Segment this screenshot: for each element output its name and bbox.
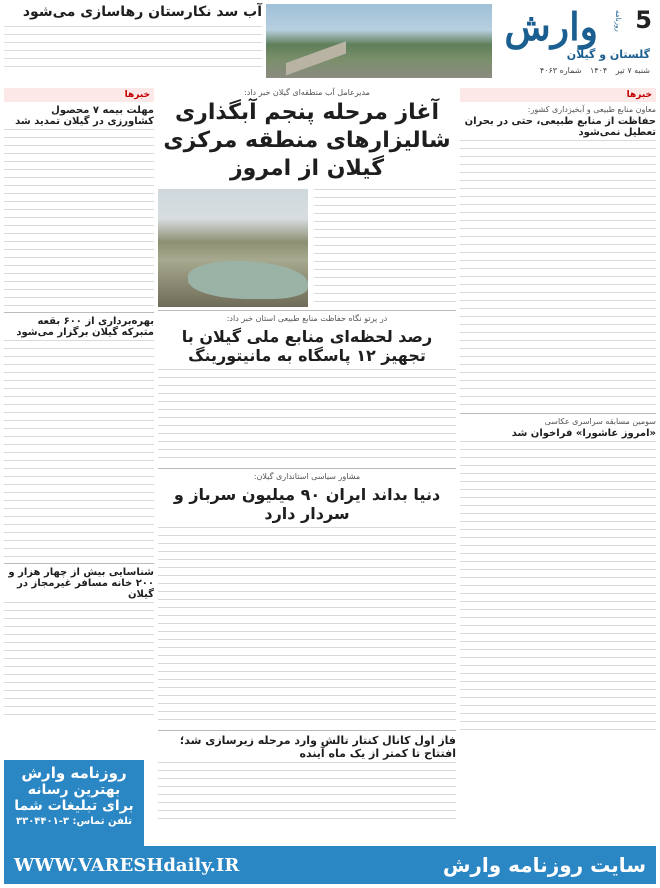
top-story-body [4,26,262,72]
middle-column [158,88,456,826]
left-body-2 [4,340,154,560]
main-kicker: مدیرعامل آب منطقه‌ای گیلان خبر داد: [244,88,370,97]
right-news-header: خبرها [460,88,656,102]
issue-line [534,66,650,75]
third-kicker: مشاور سیاسی استانداری گیلان: [253,472,361,481]
left-news-header: خبرها [4,88,154,102]
main-title: آغاز مرحله پنجم آبگذاری شالیزارهای منطقه مرکزی گیلان از امروز [163,100,451,181]
top-story [4,4,262,78]
ad-line-2: برای تبلیغات شما [14,798,134,814]
right-headline-2: «امروز عاشورا» فراخوان شد [511,428,656,439]
ad-phone: تلفن تماس: ۳-۳۳۰۴۴۰۱ [15,816,132,827]
issue-number: شماره ۴۰۶۳ [539,66,582,75]
logo-tag: روزنامه [614,10,622,32]
right-column [460,88,656,731]
second-title: رصد لحظه‌ای منابع ملی گیلان با تجهیز ۱۲ پاسگاه به مانیتورینگ [181,327,433,365]
paddy-photo [158,189,308,307]
ad-title: روزنامه وارش [21,764,127,782]
right-sub-2: سومین مسابقه سراسری عکاسی [544,417,656,426]
top-story-title: آب سد نکارستان رهاسازی می‌شود [22,4,262,20]
second-kicker: در پرتو نگاه حفاظت منابع طبیعی استان خبر داد: [226,314,388,323]
newspaper-logo: وارش [504,4,598,49]
footer-url[interactable]: WWW.VARESHdaily.IR [14,854,240,876]
footer-banner [4,846,656,884]
dam-photo [266,4,492,78]
right-headline-1: حفاظت از منابع طبیعی، حتی در بحران تعطیل نمی‌شود [464,116,656,138]
masthead [498,4,656,80]
fourth-title: فاز اول کانال کنتار تالش وارد مرحله زیرسازی شد؛ افتتاح تا کمتر از یک ماه آینده [179,734,456,760]
right-body-1 [460,140,656,410]
left-headline-1: مهلت بیمه ۷ محصول کشاورزی در گیلان تمدید شد [15,105,154,127]
left-headline-2: بهره‌برداری از ۶۰۰ بقعه متبرکه گیلان برگزار می‌شود [16,316,154,338]
third-body [158,527,456,727]
left-column [4,88,154,722]
section-name: گلستان و گیلان [566,48,650,61]
footer-site-label: سایت روزنامه وارش [442,853,646,877]
third-title: دنیا بداند ایران ۹۰ میلیون سرباز و سردار دارد [173,485,441,523]
page-number: 5 [635,6,652,34]
left-body-1 [4,129,154,309]
left-body-3 [4,602,154,722]
second-body [158,369,456,465]
right-body-2 [460,441,656,731]
fourth-body [158,762,456,826]
main-body [314,189,456,307]
left-headline-3: شناسایی بیش از چهار هزار و ۲۰۰ خانه مسافر غیرمجاز در گیلان [8,567,154,600]
issue-year: ۱۴۰۴ [589,66,608,75]
right-sub-1: معاون منابع طبیعی و آبخیزداری کشور: [527,105,656,114]
advertisement-box [4,760,144,846]
ad-line-1: بهترین رسانه [27,782,121,798]
issue-day: شنبه ۷ تیر [615,66,650,75]
